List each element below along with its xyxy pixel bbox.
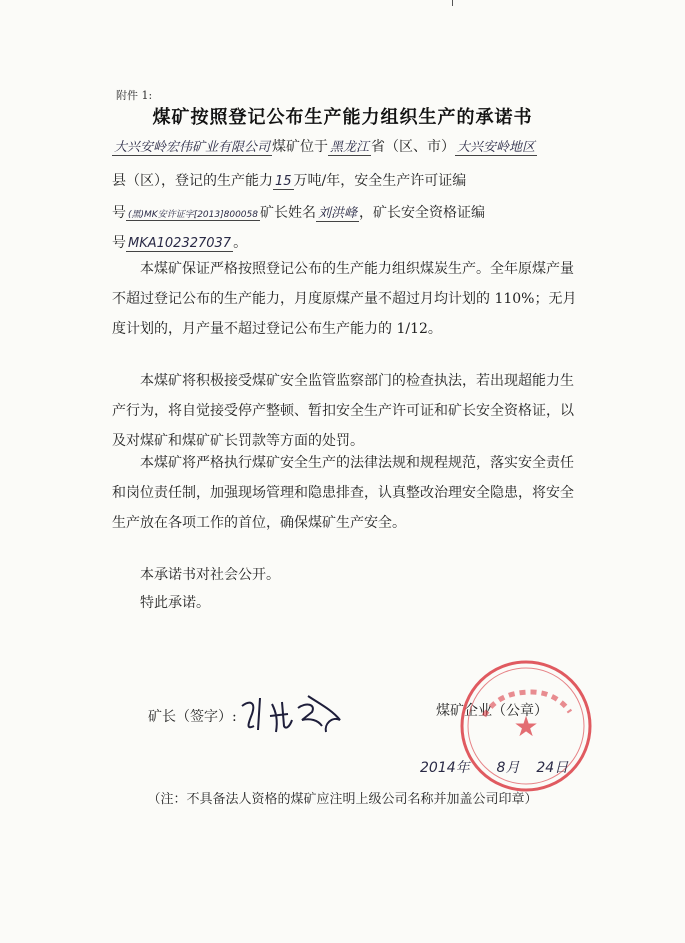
date-month: 8	[496, 760, 506, 776]
form-text-number: 号	[112, 205, 126, 221]
seal-label: 煤矿企业（公章）	[436, 703, 548, 719]
form-text-period: 。	[233, 235, 248, 251]
signature-label: 矿长（签字）:	[148, 709, 237, 725]
license-number-field: (黑)MK安许证字[2013]800058	[128, 210, 258, 220]
form-text-located: 煤矿位于	[272, 139, 329, 155]
capacity-field: 15	[275, 174, 292, 189]
form-text-number-2: 号	[112, 235, 126, 251]
document-title: 煤矿按照登记公布生产能力组织生产的承诺书	[152, 107, 533, 128]
signing-date	[420, 757, 568, 777]
director-name-field: 刘洪峰	[317, 206, 357, 221]
attachment-label: 附件 1:	[116, 89, 153, 102]
date-day: 24	[536, 760, 555, 776]
province-field: 黑龙江	[330, 140, 370, 155]
paragraph-capacity: 本煤矿保证严格按照登记公布的生产能力组织煤炭生产。全年原煤产量不超过登记公布的生产能力，月度原煤产量不超过月均计划的 110%；无月度计划的，月产量不超过登记公布生产能力的 1/12。	[112, 261, 577, 337]
mine-name-field: 大兴安岭宏伟矿业有限公司	[114, 140, 271, 155]
form-text-capacity: 万吨/年，安全生产许可证编	[293, 173, 467, 189]
form-line-1	[112, 132, 582, 163]
form-line-2	[112, 166, 582, 197]
footnote: （注：不具备法人资格的煤矿应注明上级公司名称并加盖公司印章）	[147, 792, 538, 807]
form-text-county: 县（区），登记的生产能力	[112, 173, 273, 189]
paragraph-enforcement: 本煤矿将积极接受煤矿安全监管监察部门的检查执法，若出现超能力生产行为，将自觉接受停产整顿、暂扣安全生产许可证和矿长安全资格证，以及对煤矿和煤矿矿长罚款等方面的处罚。	[112, 373, 574, 449]
date-month-unit: 月	[505, 760, 520, 776]
county-field: 大兴安岭地区	[457, 140, 536, 155]
date-day-unit: 日	[554, 760, 569, 776]
date-year-unit: 年	[455, 760, 470, 776]
cert-number-field: MKA102327037	[128, 236, 232, 251]
form-text-director: 矿长姓名	[259, 205, 316, 221]
paragraph-closing: 特此承诺。	[140, 595, 210, 611]
scan-mark	[452, 0, 453, 6]
form-line-3	[112, 198, 582, 230]
director-signature	[236, 686, 356, 746]
date-year: 2014	[420, 760, 456, 776]
paragraph-public: 本承诺书对社会公开。	[140, 567, 280, 583]
paragraph-safety: 本煤矿将严格执行煤矿安全生产的法律法规和规程规范，落实安全责任和岗位责任制，加强现场管理和隐患排查，认真整改治理安全隐患，将安全生产放在各项工作的首位，确保煤矿生产安全。	[112, 455, 574, 531]
svg-text:★: ★	[513, 710, 539, 743]
form-text-province: 省（区、市）	[371, 139, 456, 155]
form-text-cert: ，矿长安全资格证编	[359, 205, 485, 221]
